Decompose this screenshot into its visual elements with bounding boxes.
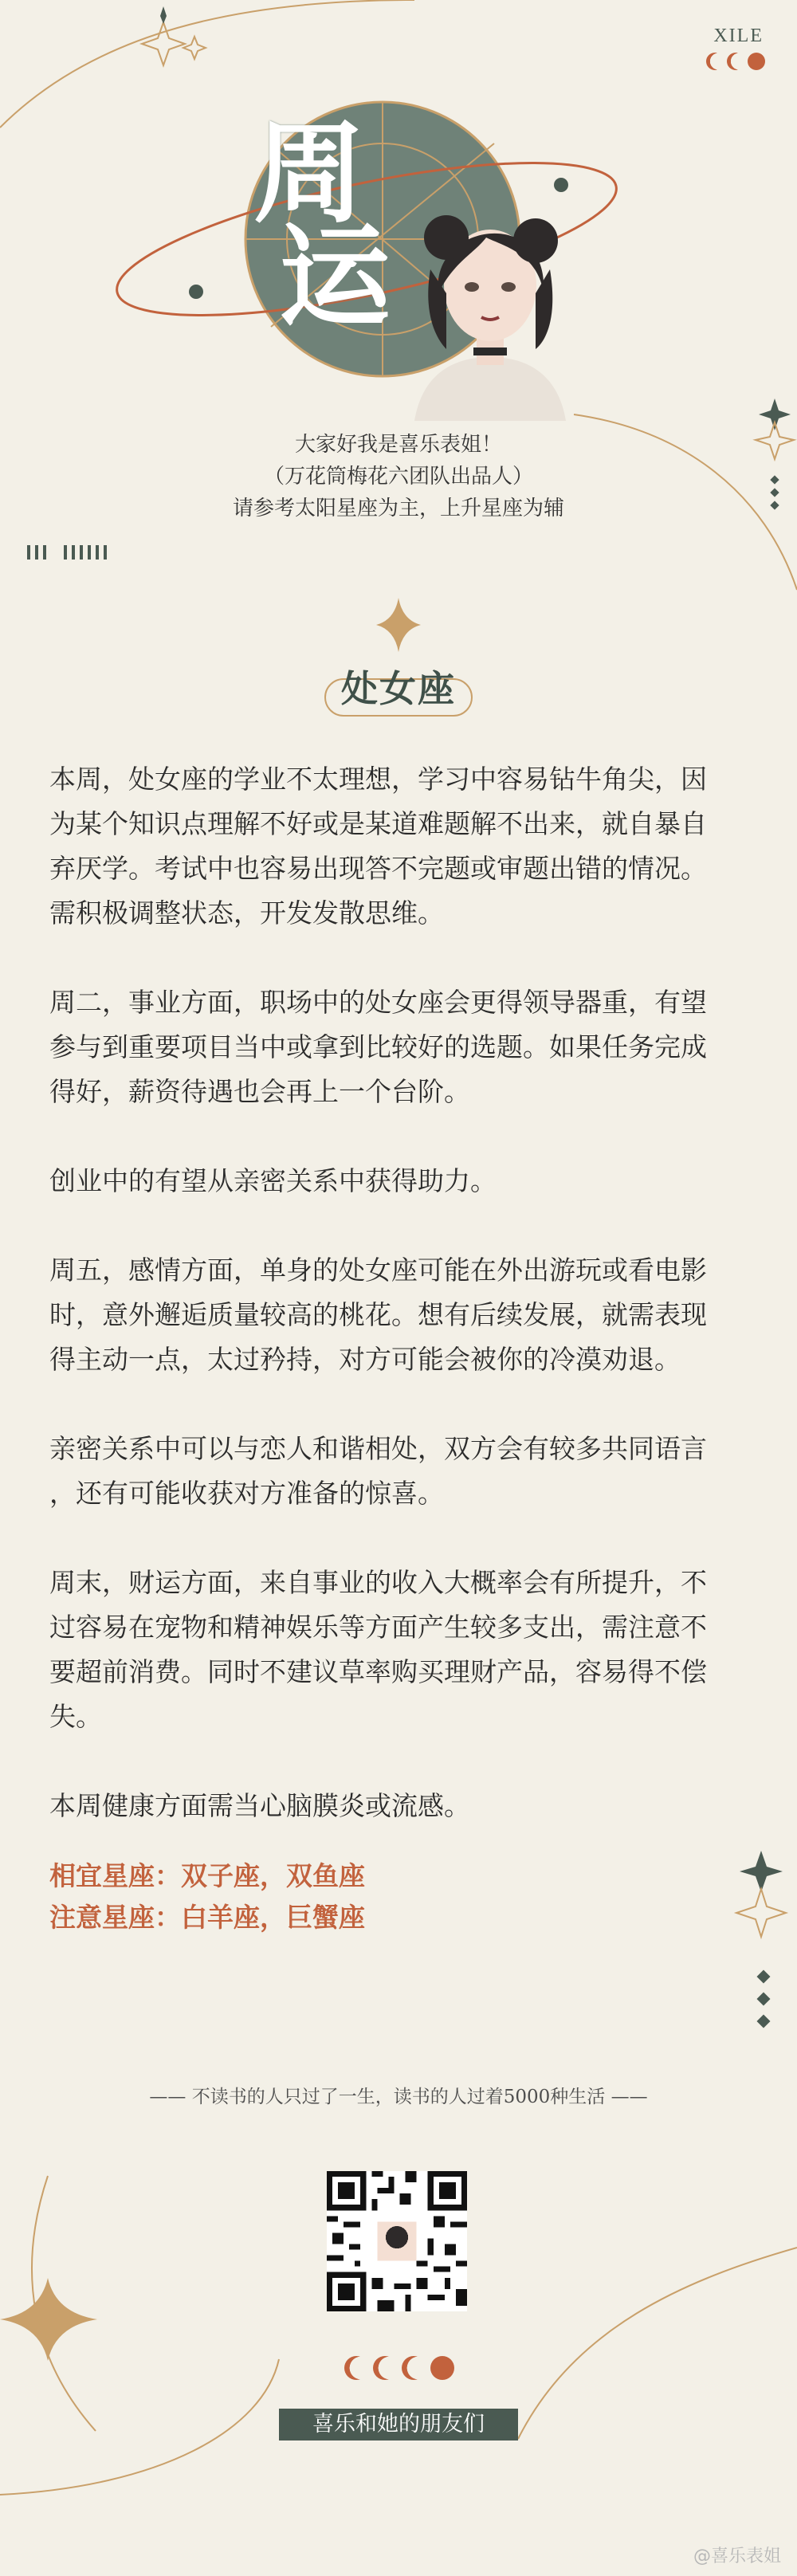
intro-line: 请参考太阳星座为主，上升星座为辅	[232, 497, 564, 520]
horoscope-content	[49, 757, 751, 1938]
intro-line: 大家好我是喜乐表姐！	[294, 433, 502, 457]
sign-title: 处女座	[341, 667, 456, 710]
header-title-char-2: 运	[279, 212, 391, 343]
watermark: @喜乐表姐	[693, 2547, 781, 2566]
paragraph: 周五，感情方面，单身的处女座可能在外出游玩或看电影 时，意外邂逅质量较高的桃花。想有后续发展，就需表现 得主动一点，太过矜持，对方可能会被你的冷漠劝退。	[49, 1255, 707, 1375]
quote: —— 不读书的人只过了一生，读书的人过着5000种生活 ——	[149, 2087, 648, 2107]
paragraph: 周末，财运方面，来自事业的收入大概率会有所提升，不 过容易在宠物和精神娱乐等方面产生较多支出，需注意不 要超前消费。同时不建议草率购买理财产品，容易得不偿 失。	[49, 1567, 707, 1732]
paragraph: 本周，处女座的学业不太理想，学习中容易钻牛角尖，因 为某个知识点理解不好或是某道难题解不出来，就自暴自 弃厌学。考试中也容易出现答不完题或审题出错的情况。 需积极调整状态，开发发散思维。	[49, 764, 707, 929]
moon-phase-icon	[706, 53, 765, 70]
intro-line: （万花筒梅花六团队出品人）	[263, 465, 533, 489]
footer-label: 喜乐和她的朋友们	[279, 2409, 518, 2441]
caution-signs: 注意星座：白羊座，巨蟹座	[49, 1902, 365, 1933]
barcode-decoration	[27, 545, 107, 560]
sign-badge	[319, 654, 478, 717]
header-title-char-1: 周	[253, 108, 366, 239]
intro-text	[0, 429, 797, 524]
compatible-signs: 相宜星座：双子座，双鱼座	[49, 1860, 365, 1891]
paragraph: 周二，事业方面，职场中的处女座会更得领导器重，有望 参与到重要项目当中或拿到比较好的选题。如果任务完成 得好，薪资待遇也会再上一个台阶。	[49, 987, 707, 1107]
paragraph: 本周健康方面需当心脑膜炎或流感。	[49, 1790, 470, 1821]
brand-logo: XILE	[713, 26, 764, 46]
paragraph: 亲密关系中可以与恋人和谐相处，双方会有较多共同语言 ，还有可能收获对方准备的惊喜。	[49, 1433, 707, 1509]
moon-phase-icon	[344, 2356, 454, 2380]
paragraph: 创业中的有望从亲密关系中获得助力。	[49, 1165, 497, 1196]
qr-code	[327, 2171, 467, 2311]
four-point-star-icon	[376, 598, 421, 652]
large-four-point-star-icon	[0, 2278, 97, 2361]
avatar-illustration	[398, 190, 582, 421]
